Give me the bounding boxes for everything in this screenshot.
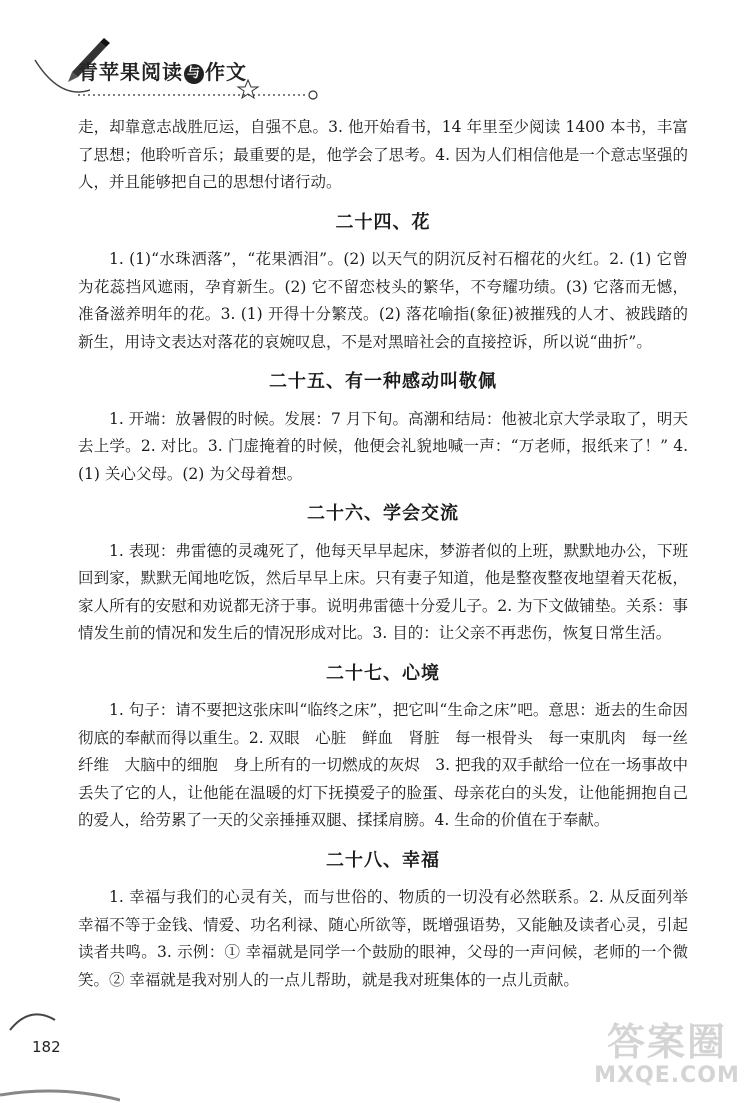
title-circle-char: 与 <box>184 64 204 84</box>
header <box>30 20 330 110</box>
section-title: 二十五、有一种感动叫敬佩 <box>269 371 497 392</box>
watermark-url: MXQE.COM <box>594 1063 740 1088</box>
answer-content <box>78 114 688 994</box>
section-paragraph: 1. 幸福与我们的心灵有关，而与世俗的、物质的一切没有必然联系。2. 从反面列举幸福不等于金钱、情爱、功名利禄、随心所欲等，既增强语势，又能触及读者心灵，引起读者共鸣。3. 示例：① 幸福就是同学一个鼓励的眼神，父母的一声问候，老师的一个微笑。② 幸福就是我对别人的一点儿帮助，就是我对班集体的一点儿贡献。 <box>78 888 688 989</box>
section-title: 二十四、花 <box>335 211 431 233</box>
section-title: 二十八、幸福 <box>326 849 440 871</box>
section-title: 二十七、心境 <box>326 662 440 684</box>
circle-icon <box>309 91 317 99</box>
book-title: 青苹果阅读 与 作文 <box>78 60 247 84</box>
watermark-logo: 答案圈 <box>606 1020 727 1064</box>
section-paragraph: 1. (1)“水珠洒落”，“花果洒泪”。(2) 以天气的阴沉反衬石榴花的火红。2. (1) 它曾为花蕊挡风遮雨，孕育新生。(2) 它不留恋枝头的繁华，不夸耀功绩。(3) 它落而无憾，准备滋养明年的花。3. (1) 开得十分繁茂。(2) 落花喻指(象征)被摧残的人才、被践踏的新生，用诗文表达对落花的哀婉叹息，不是对黑暗社会的直接控诉，所以说“曲折”。 <box>78 250 688 351</box>
section-paragraph: 1. 表现：弗雷德的灵魂死了，他每天早早起床，梦游者似的上班，默默地办公，下班回到家，默默无闻地吃饭，然后早早上床。只有妻子知道，他是整夜整夜地望着天花板，家人所有的安慰和劝说都无济于事。说明弗雷德十分爱儿子。2. 为下文做铺垫。关系：事情发生前的情况和发生后的情况形成对比。3. 目的：让父亲不再悲伤，恢复日常生活。 <box>78 541 688 642</box>
intro-paragraph: 走，却靠意志战胜厄运，自强不息。3. 他开始看书，14 年里至少阅读 1400 本书，丰富了思想；他聆听音乐；最重要的是，他学会了思考。4. 因为人们相信他是一个意志坚强的人，并且能够把自己的思想付诸行动。 <box>78 118 688 191</box>
section-paragraph: 1. 开端：放暑假的时候。发展：7 月下旬。高潮和结局：他被北京大学录取了，明天去上学。2. 对比。3. 门虚掩着的时候，他便会礼貌地喊一声：“万老师，报纸来了！” 4. (1) 关心父母。(2) 为父母着想。 <box>78 409 688 483</box>
section-title: 二十六、学会交流 <box>307 503 459 524</box>
watermark <box>592 1020 742 1095</box>
page-number: 182 <box>32 1038 61 1056</box>
section-paragraph: 1. 句子：请不要把这张床叫“临终之床”，把它叫“生命之床”吧。意思：逝去的生命因彻底的奉献而得以重生。2. 双眼 心脏 鲜血 肾脏 每一根骨头 每一束肌肉 每一丝纤维 大脑中的细胞 身上所有的一切燃成的灰烬 3. 把我的双手献给一位在一场事故中丢失了它的人，让他能在温暖的灯下抚摸爱子的脸蛋、母亲花白的头发，让他能拥抱自己的爱人，给劳累了一天的父亲捶捶双腿、揉揉肩膀。4. 生命的价值在于奉献。 <box>78 701 688 829</box>
